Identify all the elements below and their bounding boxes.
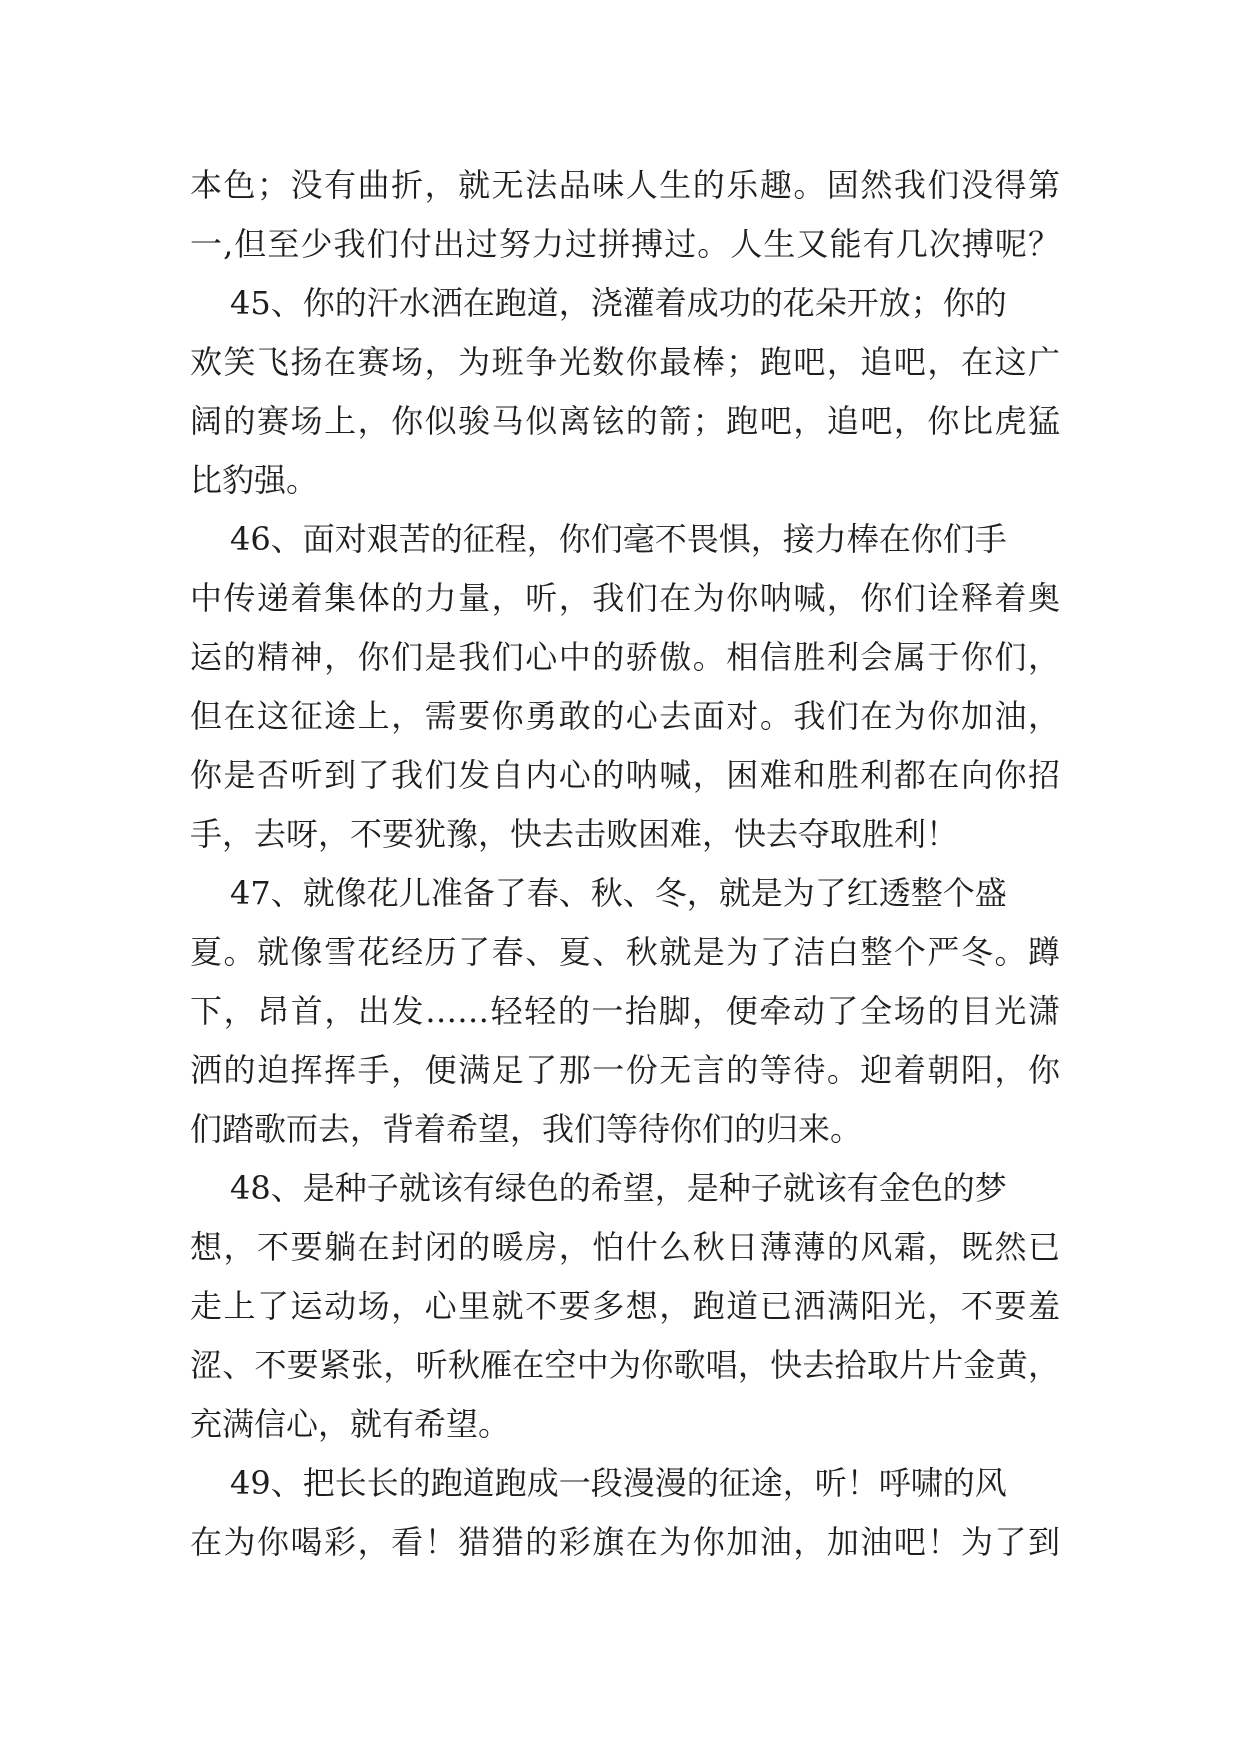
text-line: 洒的迫挥挥手，便满足了那一份无言的等待。迎着朝阳，你	[190, 1051, 1060, 1089]
text-line: 47、就像花儿准备了春、秋、冬，就是为了红透整个盛	[230, 874, 1007, 912]
paragraph-45	[190, 274, 1060, 510]
text-line: 欢笑飞扬在赛场，为班争光数你最棒；跑吧，追吧，在这广	[190, 343, 1060, 381]
text-line: 但在这征途上，需要你勇敢的心去面对。我们在为你加油，	[190, 697, 1060, 735]
text-line: 走上了运动场，心里就不要多想，跑道已洒满阳光，不要羞	[190, 1287, 1060, 1325]
text-line: 阔的赛场上，你似骏马似离铉的箭；跑吧，追吧，你比虎猛	[190, 402, 1060, 440]
paragraph-46	[190, 510, 1060, 864]
text-line: 下，昂首，出发……轻轻的一抬脚，便牵动了全场的目光潇	[190, 992, 1060, 1030]
text-line: 本色；没有曲折，就无法品味人生的乐趣。固然我们没得第	[190, 166, 1060, 204]
paragraph-47	[190, 864, 1060, 1159]
paragraph-49	[190, 1454, 1060, 1572]
text-line: 你是否听到了我们发自内心的呐喊，困难和胜利都在向你招	[190, 756, 1060, 794]
paragraph-48	[190, 1159, 1060, 1454]
text-line: 们踏歌而去，背着希望，我们等待你们的归来。	[190, 1110, 863, 1148]
text-line: 涩、不要紧张，听秋雁在空中为你歌唱，快去拾取片片金黄，	[190, 1346, 1060, 1384]
text-line: 夏。就像雪花经历了春、夏、秋就是为了洁白整个严冬。蹲	[190, 933, 1060, 971]
document-page	[190, 156, 1060, 1572]
text-line: 49、把长长的跑道跑成一段漫漫的征途，听！呼啸的风	[230, 1464, 1007, 1502]
text-line: 想，不要躺在封闭的暖房，怕什么秋日薄薄的风霜，既然已	[190, 1228, 1060, 1266]
text-line: 48、是种子就该有绿色的希望，是种子就该有金色的梦	[230, 1169, 1007, 1207]
paragraph-continued	[190, 156, 1060, 274]
text-line: 中传递着集体的力量，听，我们在为你呐喊，你们诠释着奥	[190, 579, 1060, 617]
text-line: 一,但至少我们付出过努力过拼搏过。人生又能有几次搏呢？	[190, 225, 1060, 263]
text-line: 45、你的汗水洒在跑道，浇灌着成功的花朵开放；你的	[230, 284, 1007, 322]
text-line: 46、面对艰苦的征程，你们毫不畏惧，接力棒在你们手	[230, 520, 1007, 558]
text-line: 在为你喝彩，看！猎猎的彩旗在为你加油，加油吧！为了到	[190, 1523, 1060, 1561]
text-line: 充满信心，就有希望。	[190, 1405, 511, 1443]
text-line: 手，去呀，不要犹豫，快去击败困难，快去夺取胜利！	[190, 815, 959, 853]
text-line: 比豹强。	[190, 461, 319, 499]
text-line: 运的精神，你们是我们心中的骄傲。相信胜利会属于你们，	[190, 638, 1060, 676]
